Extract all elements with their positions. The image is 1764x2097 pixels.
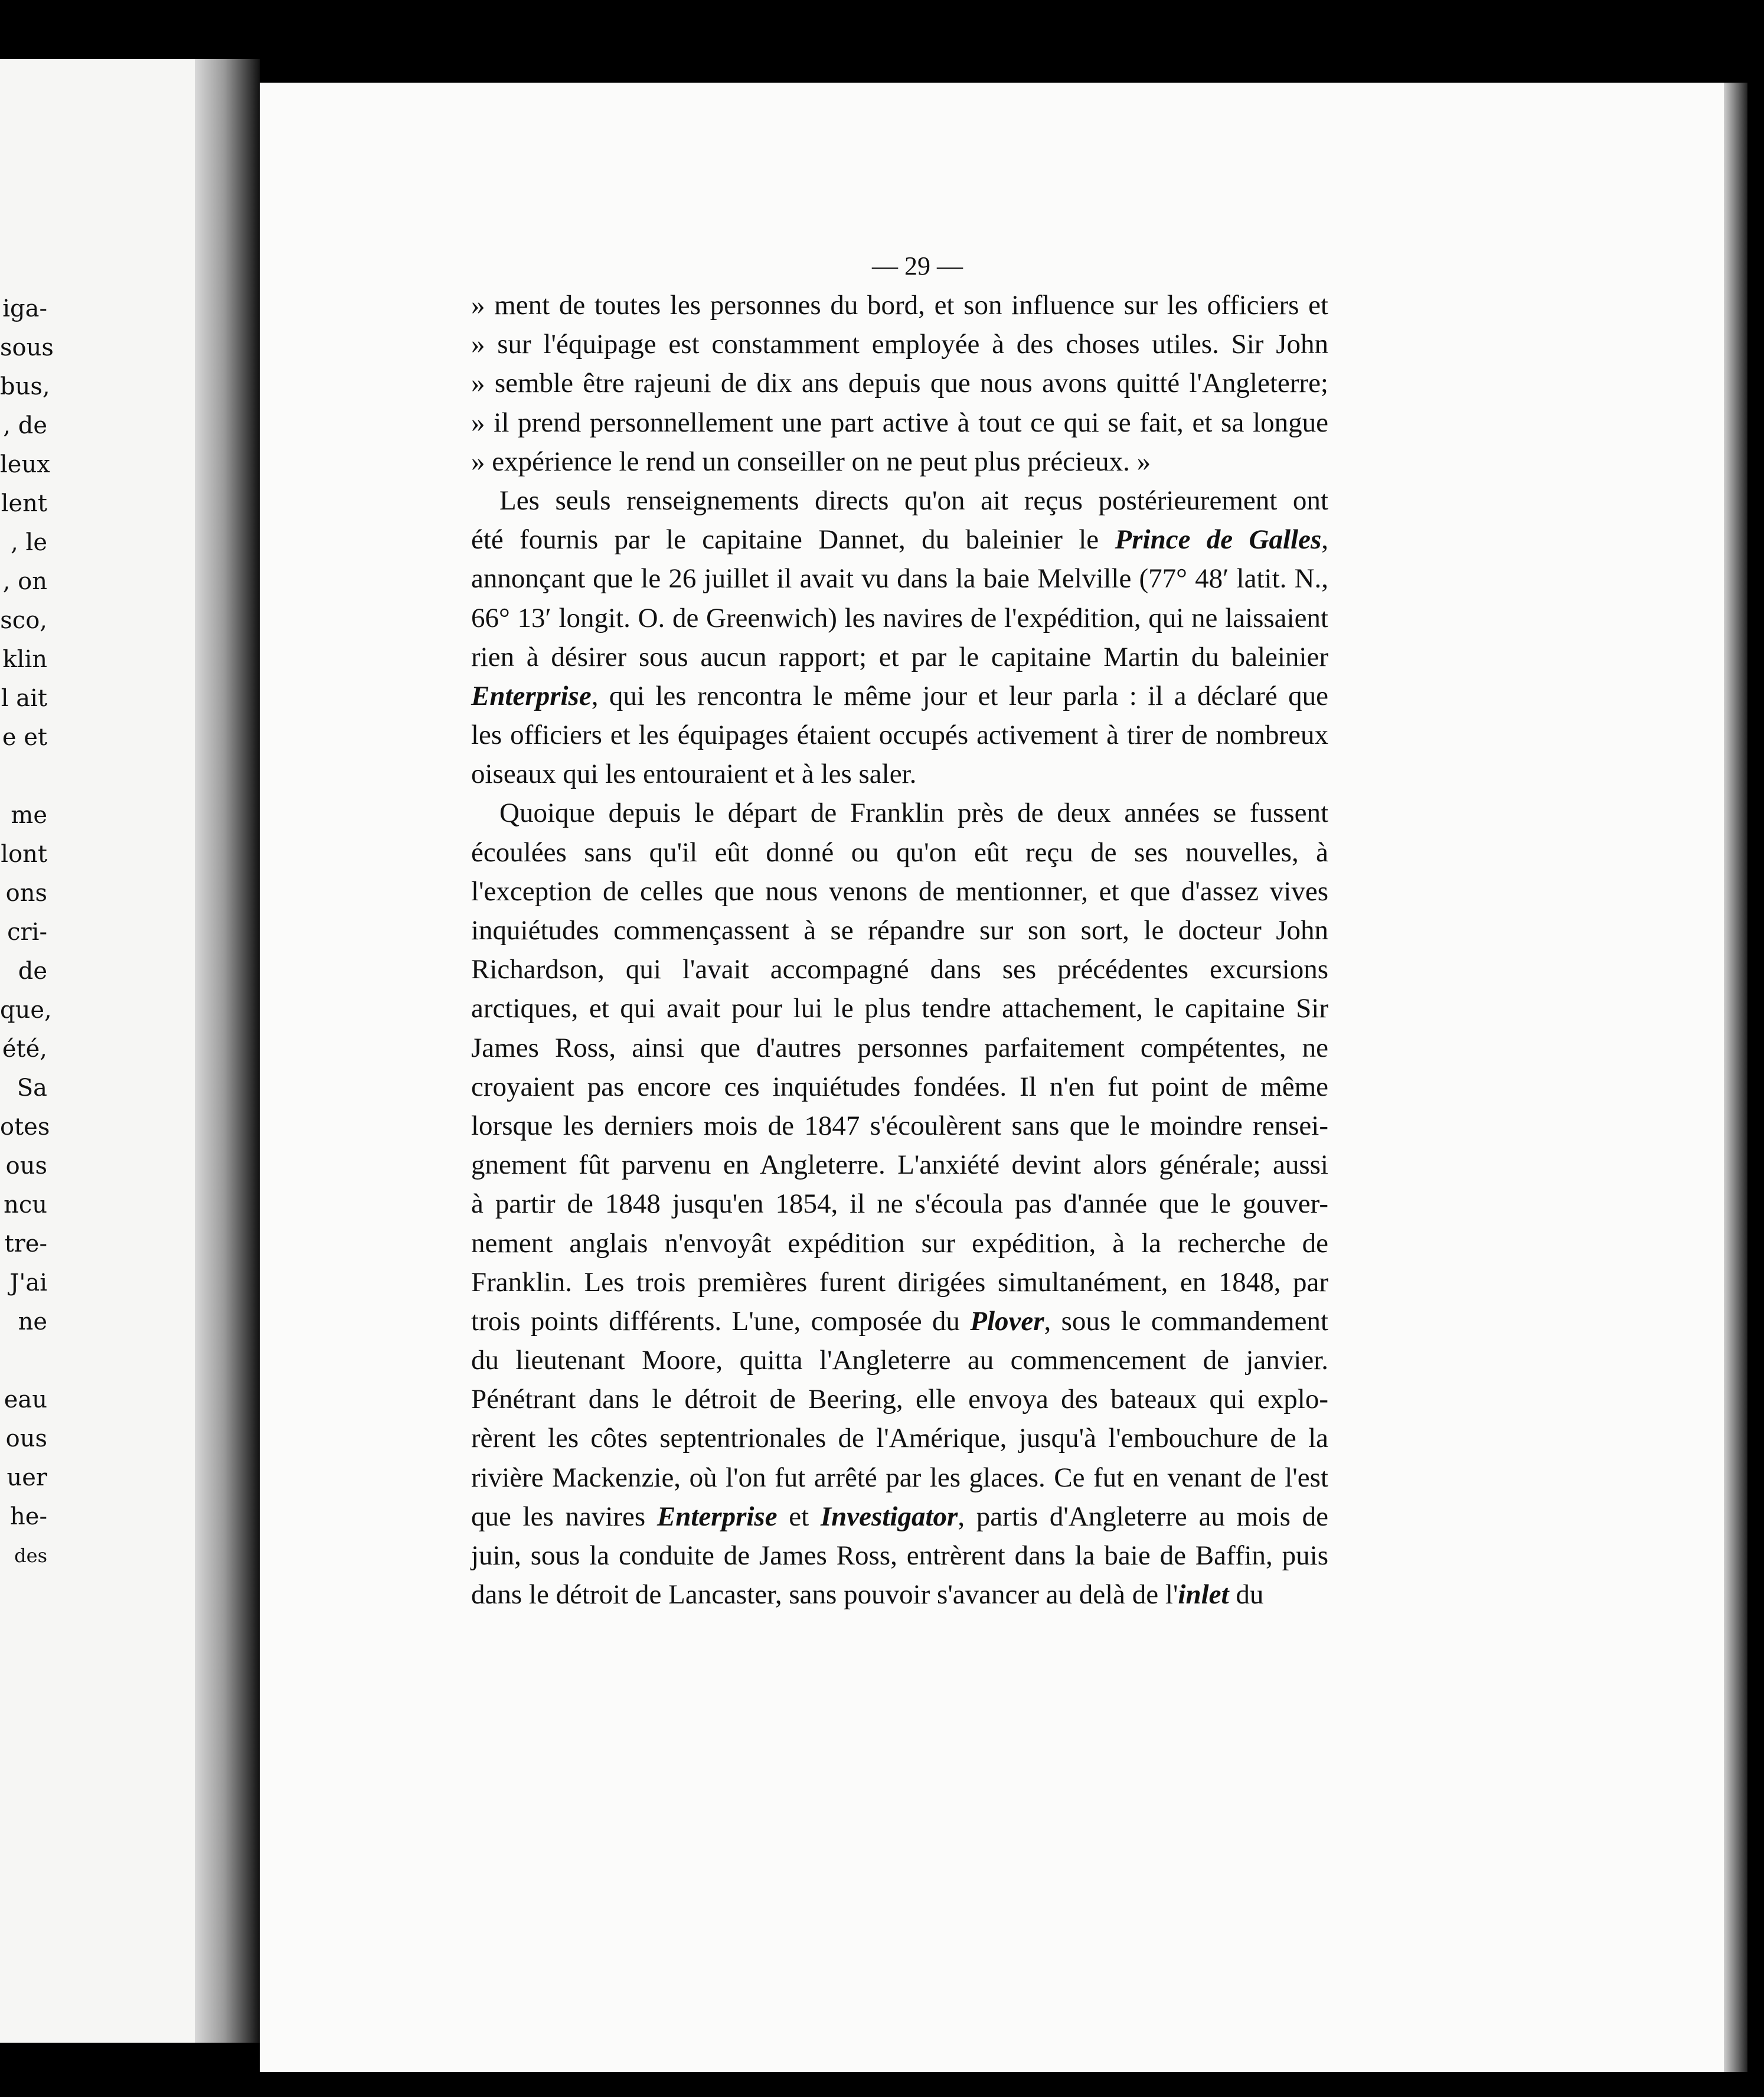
left-page-fragment: , le (11, 529, 47, 556)
paragraph (471, 286, 1328, 481)
text-line (471, 638, 1328, 677)
left-page-fragment: sco, (0, 607, 47, 634)
text-line (471, 1028, 1328, 1067)
left-page-fragment: ous (5, 1152, 47, 1180)
text-line (471, 677, 1328, 716)
text-span: , (1321, 524, 1328, 556)
text-span: » semble être rajeuni de dix ans depuis que nous avons quitté l'Angleterre; (471, 368, 1328, 399)
text-span: 66° 13′ longit. O. de Greenwich) les navires de l'expédition, qui ne laissaient (471, 602, 1328, 633)
text-line (471, 1224, 1328, 1263)
text-line (471, 1106, 1328, 1145)
text-span: Quoique depuis le départ de Franklin près de deux années se fussent (499, 798, 1328, 829)
text-line (471, 1419, 1328, 1458)
text-line (471, 754, 1328, 793)
text-line (471, 325, 1328, 364)
text-line (471, 520, 1328, 559)
text-line (471, 793, 1328, 832)
text-span: » sur l'équipage est constamment employée à des choses utiles. Sir John (471, 329, 1328, 360)
text-span: à partir de 1848 jusqu'en 1854, il ne s'écoula pas d'année que le gouver- (471, 1188, 1328, 1220)
left-page-fragment: Sa (17, 1074, 47, 1102)
left-page-fragment: leux (0, 451, 50, 478)
book-gutter-shadow (195, 59, 260, 2043)
text-span: l'exception de celles que nous venons de mentionner, et que d'assez vives (471, 876, 1328, 907)
text-span: les officiers et les équipages étaient occupés activement à tirer de nombreux (471, 720, 1328, 751)
text-line (471, 442, 1328, 481)
page-text-block (471, 247, 1328, 1614)
text-line (471, 833, 1328, 872)
page-edge-shadow (1724, 83, 1747, 2072)
body-text (471, 286, 1328, 1614)
text-line (471, 481, 1328, 520)
text-span: et (777, 1501, 821, 1532)
left-page-fragment: iga- (2, 295, 47, 322)
text-span: , qui les rencontra le même jour et leur parla : il a déclaré que (591, 680, 1328, 711)
text-line (471, 1145, 1328, 1184)
text-line (471, 1302, 1328, 1341)
left-page-fragment: , de (3, 412, 47, 439)
left-page-fragment: klin (2, 646, 47, 673)
text-span: dans le détroit de Lancaster, sans pouvoir s'avancer au delà de l' (471, 1579, 1178, 1611)
left-page-fragment: été, (2, 1036, 47, 1063)
left-page-fragment: me (11, 802, 47, 829)
text-span: annonçant que le 26 juillet il avait vu dans la baie Melville (77° 48′ latit. N., (471, 563, 1328, 595)
text-span: écoulées sans qu'il eût donné ou qu'on eût reçu de ses nouvelles, à (471, 837, 1328, 868)
text-span: , sous le commandement (1044, 1305, 1328, 1337)
left-page-fragment: eau (4, 1386, 47, 1413)
left-page-fragment: lent (1, 490, 47, 517)
text-line (471, 1067, 1328, 1106)
left-page-fragment: J'ai (9, 1269, 47, 1296)
text-span: Les seuls renseignements directs qu'on ait reçus postérieurement ont (499, 485, 1328, 516)
text-line (471, 911, 1328, 950)
text-line (471, 989, 1328, 1028)
text-span: du (1229, 1579, 1264, 1611)
page-number: — 29 — (872, 251, 963, 280)
left-page-fragment: sous (0, 334, 54, 361)
text-span: Richardson, qui l'avait accompagné dans ses précédentes excursions (471, 954, 1328, 985)
italic-span: Prince de Galles (1115, 524, 1322, 556)
text-span: James Ross, ainsi que d'autres personnes parfaitement compétentes, ne (471, 1032, 1328, 1063)
italic-span: Enterprise (471, 680, 592, 711)
italic-span: Plover (970, 1305, 1044, 1337)
text-span: gnement fût parvenu en Angleterre. L'anxiété devint alors générale; aussi (471, 1149, 1328, 1181)
text-span: arctiques, et qui avait pour lui le plus tendre attachement, le capitaine Sir (471, 993, 1328, 1024)
left-page-fragment (0, 1341, 47, 1380)
left-page-fragment: , on (2, 568, 47, 595)
text-span: » ment de toutes les personnes du bord, et son influence sur les officiers et (471, 290, 1328, 321)
left-page-fragment (0, 757, 47, 796)
italic-span: Investigator (820, 1501, 958, 1532)
left-page-fragment: de (18, 958, 47, 985)
left-page-fragment: ons (5, 880, 47, 907)
text-line (471, 1536, 1328, 1575)
text-span: lorsque les derniers mois de 1847 s'écoulèrent sans que le moindre rensei- (471, 1110, 1328, 1141)
left-page-fragment: uer (6, 1464, 47, 1491)
text-line (471, 1263, 1328, 1302)
text-span: rien à désirer sous aucun rapport; et par le capitaine Martin du baleinier (471, 641, 1328, 672)
text-line (471, 1575, 1328, 1614)
text-span: rivière Mackenzie, où l'on fut arrêté par les glaces. Ce fut en venant de l'est (471, 1462, 1328, 1493)
text-line (471, 286, 1328, 325)
left-page-fragment: que, (0, 997, 52, 1024)
left-page-fragment: lont (1, 841, 47, 868)
left-page-fragment: ous (5, 1425, 47, 1452)
text-line (471, 1380, 1328, 1419)
text-span: trois points différents. L'une, composée du (471, 1305, 971, 1337)
previous-page-text-fragments (0, 289, 54, 1575)
text-span: croyaient pas encore ces inquiétudes fondées. Il n'en fut point de même (471, 1071, 1328, 1102)
text-span: été fournis par le capitaine Dannet, du baleinier le (471, 524, 1115, 556)
text-span: Pénétrant dans le détroit de Beering, elle envoya des bateaux qui explo- (471, 1384, 1328, 1415)
text-span: du lieutenant Moore, quitta l'Angleterre au commencement de janvier. (471, 1345, 1328, 1376)
left-page-fragment: ncu (4, 1191, 47, 1219)
text-line (471, 599, 1328, 638)
italic-span: inlet (1178, 1579, 1229, 1611)
text-line (471, 716, 1328, 754)
left-page-fragment: cri- (7, 919, 47, 946)
text-line (471, 872, 1328, 911)
text-span: Franklin. Les trois premières furent dirigées simultanément, en 1848, par (471, 1266, 1328, 1298)
text-line (471, 364, 1328, 403)
text-span: » il prend personnellement une part active à tout ce qui se fait, et sa longue (471, 407, 1328, 438)
left-page-fragment: l ait (1, 685, 47, 712)
left-page-fragment: des (14, 1544, 47, 1567)
text-span: rèrent les côtes septentrionales de l'Amérique, jusqu'à l'embouchure de la (471, 1423, 1328, 1454)
italic-span: Enterprise (656, 1501, 778, 1532)
paragraph (471, 793, 1328, 1614)
left-page-fragment: he- (10, 1503, 47, 1530)
text-span: , partis d'Angleterre au mois de (958, 1501, 1328, 1532)
left-page-fragment: e et (2, 724, 47, 751)
left-page-fragment: bus, (0, 373, 50, 400)
text-line (471, 1184, 1328, 1223)
text-span: juin, sous la conduite de James Ross, entrèrent dans la baie de Baffin, puis (471, 1540, 1328, 1571)
text-span: oiseaux qui les entouraient et à les saler. (471, 759, 917, 790)
text-line (471, 1341, 1328, 1380)
left-page-fragment: otes (0, 1113, 50, 1141)
text-span: » expérience le rend un conseiller on ne peut plus précieux. » (471, 446, 1151, 477)
text-line (471, 559, 1328, 598)
text-span: inquiétudes commençassent à se répandre sur son sort, le docteur John (471, 915, 1328, 946)
text-line (471, 1497, 1328, 1536)
paragraph (471, 481, 1328, 794)
text-line (471, 1458, 1328, 1497)
text-line (471, 950, 1328, 989)
text-span: nement anglais n'envoyât expédition sur expédition, à la recherche de (471, 1227, 1328, 1259)
left-page-fragment: tre- (4, 1230, 47, 1257)
text-line (471, 403, 1328, 442)
left-page-fragment: ne (18, 1308, 47, 1335)
text-span: que les navires (471, 1501, 657, 1532)
